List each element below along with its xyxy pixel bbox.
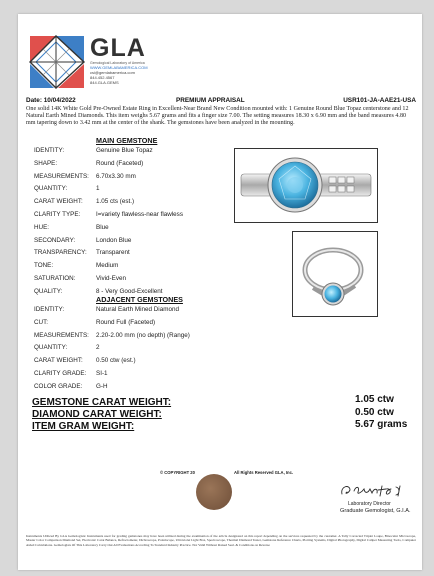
ring-angle-photo	[292, 231, 378, 317]
field-label: MEASUREMENTS:	[34, 331, 89, 339]
copyright-text-left: © COPYRIGHT 20	[160, 470, 195, 475]
diamond-carat-weight-label: DIAMOND CARAT WEIGHT:	[32, 409, 162, 420]
raised-seal-icon	[196, 474, 232, 510]
item-gram-weight-value: 5.67 grams	[355, 419, 408, 430]
field-value: G-H	[96, 382, 108, 390]
field-value: 2	[96, 344, 100, 352]
field-value: Vivid-Even	[96, 274, 126, 282]
totals-labels	[32, 397, 171, 433]
field-label: QUANTITY:	[34, 185, 68, 193]
diamond-carat-weight-value: 0.50 ctw	[355, 406, 394, 418]
report-date: Date: 10/04/2022	[26, 97, 76, 104]
field-label: CARAT WEIGHT:	[34, 198, 83, 206]
field-value: 1.05 cts (est.)	[96, 198, 135, 206]
field-value: Transparent	[96, 249, 130, 257]
gla-diamond-logo-icon	[28, 34, 86, 90]
field-value: Natural Earth Mined Diamond	[96, 306, 179, 313]
main-gemstone-title: MAIN GEMSTONE	[96, 136, 158, 145]
ring-top-view-icon	[235, 149, 377, 222]
copyright-text-right: All Rights Reserved GLA, Inc.	[234, 470, 294, 475]
signer-title: Laboratory Director	[348, 501, 391, 507]
gemstone-carat-weight-value: 1.05 ctw	[355, 394, 394, 405]
field-value: 2.20-2.00 mm (no depth) (Range)	[96, 331, 190, 339]
field-label: SATURATION:	[34, 274, 76, 282]
field-label: QUANTITY:	[34, 344, 68, 352]
field-value: Round Full (Faceted)	[96, 318, 156, 326]
adjacent-gemstones-title: ADJACENT GEMSTONES	[96, 295, 183, 304]
field-label: IDENTITY:	[34, 306, 65, 313]
brand-email[interactable]: csi@gemlabamerica.com	[90, 70, 135, 75]
ring-top-photo	[234, 148, 378, 223]
director-signature-icon	[338, 480, 408, 500]
report-code: USR101-JA-AAE21-USA	[343, 97, 416, 104]
report-type: PREMIUM APPRAISAL	[176, 97, 245, 104]
field-label: HUE:	[34, 223, 50, 231]
brand-logo-text: GLA	[90, 34, 146, 62]
field-value: 6.70x3.30 mm	[96, 172, 136, 180]
field-label: SECONDARY:	[34, 236, 76, 244]
field-label: CLARITY GRADE:	[34, 369, 87, 377]
brand-phone-alt: 844.GLA.GEMS	[90, 80, 119, 85]
appraisal-document	[18, 14, 422, 570]
item-gram-weight-label: ITEM GRAM WEIGHT:	[32, 421, 135, 432]
copyright-line	[160, 470, 294, 475]
field-label: CUT:	[34, 318, 48, 326]
totals-values	[355, 394, 407, 432]
field-value: 0.50 ctw (est.)	[96, 357, 136, 365]
field-label: CARAT WEIGHT:	[34, 357, 83, 365]
field-value: Round (Faceted)	[96, 159, 144, 167]
field-value: 8 - Very Good-Excellent	[96, 287, 163, 295]
field-label: COLOR GRADE:	[34, 382, 83, 390]
item-description: One solid 14K White Gold Pre-Owned Estate Ring in Excellent-Near Brand New Condition mounted with: 1 Genuine Round Blue Topaz centerstone and 12 Natural Earth Mined Diamonds. This item weighs 5.67 grams and fits a finger size 7.00. The setting measures 18.30 x 6.90 mm and the band measures 4.80 mm tapering down to 3.42 mm at the center of the shank. The gemstones have been analyzed in the mounting.	[26, 106, 409, 126]
field-label: CLARITY TYPE:	[34, 210, 81, 218]
field-label: MEASUREMENTS:	[34, 172, 89, 180]
brand-phone: 844.452.4567	[90, 75, 115, 80]
field-value: I=variety flawless-near flawless	[96, 210, 183, 218]
brand-website[interactable]: WWW.GEMLABAMERICA.COM	[90, 65, 148, 70]
field-label: SHAPE:	[34, 159, 58, 167]
field-label: TONE:	[34, 262, 54, 270]
brand-block	[90, 36, 148, 85]
field-value: Medium	[96, 262, 119, 270]
field-value: Genuine Blue Topaz	[96, 147, 153, 154]
field-label: TRANSPARENCY:	[34, 249, 87, 257]
field-value: London Blue	[96, 236, 132, 244]
field-label: QUALITY:	[34, 287, 63, 295]
field-value: SI-1	[96, 369, 108, 377]
gemstone-carat-weight-label: GEMSTONE CARAT WEIGHT:	[32, 397, 172, 408]
signer-role: Graduate Gemologist, G.I.A.	[340, 508, 411, 514]
field-value: 1	[96, 185, 100, 193]
field-label: IDENTITY:	[34, 147, 65, 154]
field-value: Blue	[96, 223, 109, 231]
brand-subtitle: Gemological Laboratory of America	[90, 61, 145, 65]
lab-header	[28, 34, 158, 94]
ring-angle-view-icon	[293, 232, 377, 316]
fine-print: Instruments Utilized By GLA Gemologists: Instruments used for grading gemstones may have been utilized during the examination of the article designated on this report depending on the services requested by the customer. A Tally Corrected Triplet Loupe, Binocular Microscope, Master Color Comparison Diamond Set, Electronic Carat Balance, Refractometer, Dichroscope, Polariscope, Ultraviolet Light Box, Spectroscope, Thermal Diamond Tester, Gemstone Reference Charts, Plotting Systems, Digital Photography, Digital Caliper Measuring Tools, Computer Aided Calculations. Gemologists Of This Laboratory Carry Out All Evaluations According To Standard Industry Practice. Not Valid Without Raised Seal. & Conditions on Reverse	[26, 534, 416, 547]
